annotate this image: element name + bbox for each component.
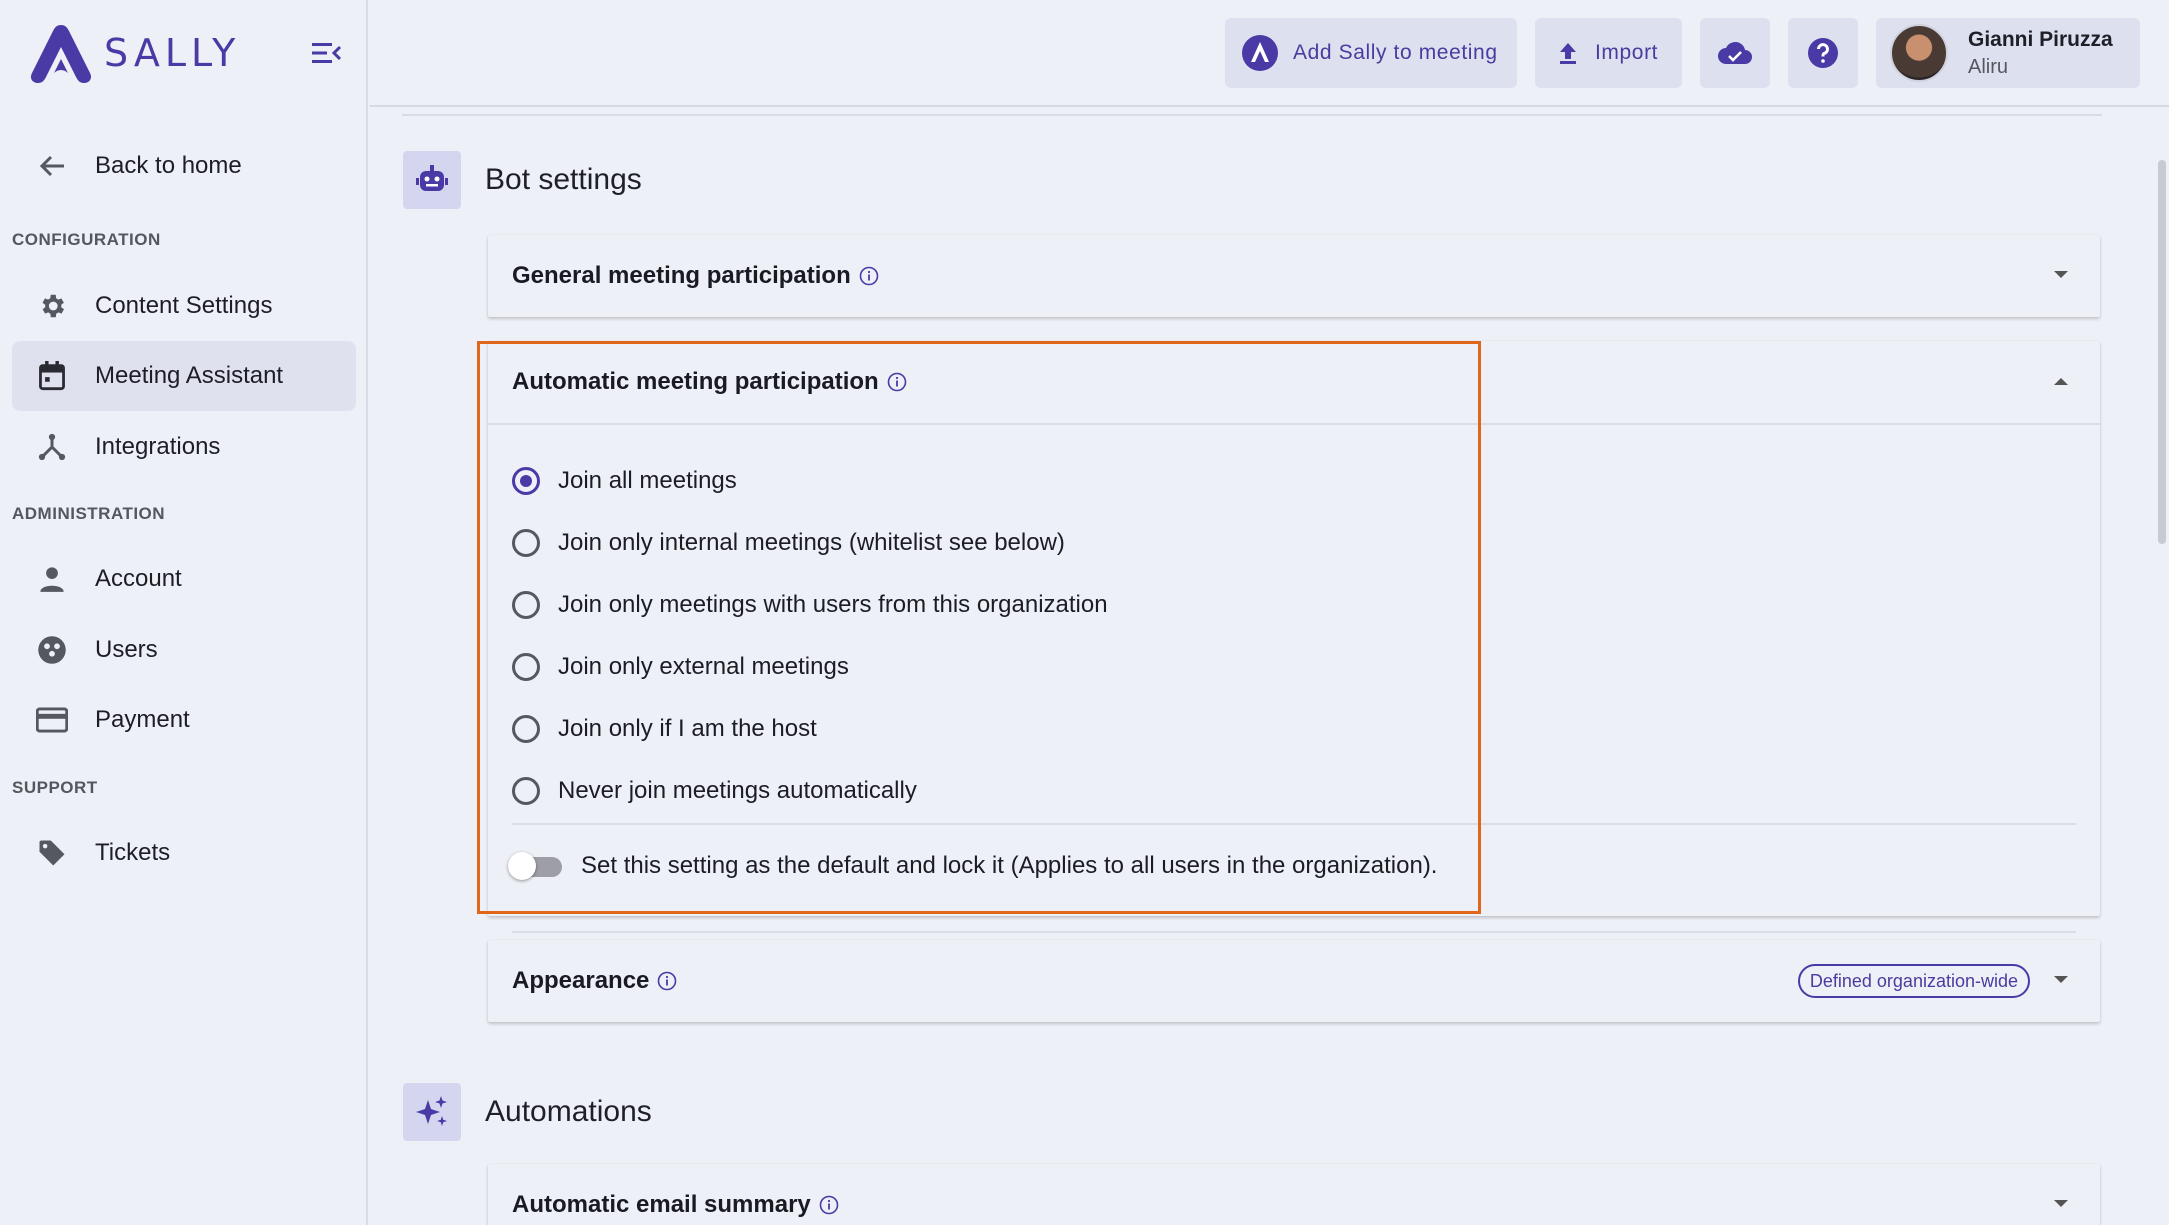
calendar-icon xyxy=(12,361,82,391)
radio-label: Join only internal meetings (whitelist see below) xyxy=(558,529,1065,556)
radio-button[interactable] xyxy=(512,777,540,805)
sidebar-item-label: Meeting Assistant xyxy=(95,362,284,389)
sidebar-item-label: Content Settings xyxy=(95,292,273,319)
sparkles-icon xyxy=(403,1083,461,1141)
sally-logo-icon xyxy=(28,21,94,85)
radio-label: Join only external meetings xyxy=(558,653,849,680)
help-icon xyxy=(1807,37,1839,69)
info-icon[interactable] xyxy=(859,266,879,286)
main-content xyxy=(370,109,2156,1225)
sidebar-item-label: Users xyxy=(95,636,158,663)
credit-card-icon xyxy=(12,707,82,733)
sidebar-item-tickets[interactable] xyxy=(12,818,356,888)
radio-button[interactable] xyxy=(512,529,540,557)
general-participation-header[interactable] xyxy=(488,235,2100,317)
info-icon[interactable] xyxy=(887,372,907,392)
users-icon xyxy=(12,635,82,665)
add-sally-label: Add Sally to meeting xyxy=(1293,41,1498,64)
sidebar-item-users[interactable] xyxy=(12,615,356,685)
automatic-participation-header[interactable] xyxy=(488,341,2100,423)
back-to-home-label: Back to home xyxy=(95,152,242,179)
automations-title: Automations xyxy=(485,1095,652,1128)
radio-join-all[interactable] xyxy=(512,467,737,495)
scrollbar-thumb[interactable] xyxy=(2158,160,2166,544)
add-sally-to-meeting-button[interactable] xyxy=(1225,18,1517,88)
sidebar-item-integrations[interactable] xyxy=(12,412,356,482)
radio-join-external[interactable] xyxy=(512,653,849,681)
sidebar-item-label: Account xyxy=(95,565,182,592)
section-label-configuration: CONFIGURATION xyxy=(12,230,161,249)
import-button[interactable] xyxy=(1535,18,1682,88)
divider xyxy=(402,114,2102,116)
help-button[interactable] xyxy=(1788,18,1858,88)
radio-join-org-users[interactable] xyxy=(512,591,1108,619)
lock-default-toggle[interactable] xyxy=(508,851,564,881)
radio-label: Join only if I am the host xyxy=(558,715,817,742)
avatar xyxy=(1890,24,1948,82)
radio-button[interactable] xyxy=(512,653,540,681)
back-to-home-link[interactable] xyxy=(12,131,356,201)
bot-settings-header xyxy=(403,151,642,209)
bot-settings-title: Bot settings xyxy=(485,163,642,196)
card-title: Automatic meeting participation xyxy=(512,368,879,395)
top-header xyxy=(370,0,2169,107)
sidebar-item-label: Tickets xyxy=(95,839,171,866)
sidebar xyxy=(0,0,368,1225)
cloud-sync-button[interactable] xyxy=(1700,18,1770,88)
chevron-down-icon[interactable] xyxy=(2054,1200,2068,1207)
card-title: Appearance xyxy=(512,967,650,994)
radio-button[interactable] xyxy=(512,467,540,495)
integrations-icon xyxy=(12,432,82,462)
section-label-support: SUPPORT xyxy=(12,778,98,797)
gear-icon xyxy=(12,291,82,321)
divider xyxy=(512,823,2076,825)
info-icon[interactable] xyxy=(657,971,677,991)
user-name: Gianni Piruzza xyxy=(1968,27,2113,51)
radio-join-internal[interactable] xyxy=(512,529,1065,557)
appearance-card xyxy=(488,940,2100,1022)
automations-header xyxy=(403,1083,652,1141)
radio-label: Never join meetings automatically xyxy=(558,777,917,804)
user-organization: Aliru xyxy=(1968,55,2009,78)
lock-default-label: Set this setting as the default and lock it (Applies to all users in the organization). xyxy=(581,852,1438,879)
sidebar-item-meeting-assistant[interactable] xyxy=(12,341,356,411)
tag-icon xyxy=(12,838,82,868)
radio-button[interactable] xyxy=(512,591,540,619)
arrow-left-icon xyxy=(12,154,82,178)
upload-icon xyxy=(1557,41,1579,65)
radio-label: Join all meetings xyxy=(558,467,737,494)
sally-logo-icon xyxy=(1241,34,1279,72)
radio-label: Join only meetings with users from this organization xyxy=(558,591,1108,618)
general-participation-card xyxy=(488,235,2100,317)
collapse-sidebar-button[interactable] xyxy=(306,34,348,72)
user-info xyxy=(1968,28,2113,79)
sidebar-item-label: Payment xyxy=(95,706,190,733)
brand-logo[interactable] xyxy=(28,20,240,86)
radio-button[interactable] xyxy=(512,715,540,743)
chevron-up-icon[interactable] xyxy=(2054,378,2068,385)
email-summary-header[interactable] xyxy=(488,1164,2100,1225)
divider xyxy=(512,931,2076,933)
user-menu-button[interactable] xyxy=(1876,18,2140,88)
organization-wide-badge: Defined organization-wide xyxy=(1798,964,2030,998)
sidebar-item-label: Integrations xyxy=(95,433,221,460)
chevron-down-icon[interactable] xyxy=(2054,976,2068,983)
sidebar-item-content-settings[interactable] xyxy=(12,271,356,341)
chevron-down-icon[interactable] xyxy=(2054,271,2068,278)
cloud-done-icon xyxy=(1717,40,1753,66)
sidebar-item-account[interactable] xyxy=(12,544,356,614)
email-summary-card xyxy=(488,1164,2100,1225)
info-icon[interactable] xyxy=(819,1195,839,1215)
appearance-header[interactable] xyxy=(488,940,2100,1022)
card-title: Automatic email summary xyxy=(512,1191,811,1218)
radio-never-join[interactable] xyxy=(512,777,917,805)
brand-name: SALLY xyxy=(104,31,241,75)
radio-join-if-host[interactable] xyxy=(512,715,817,743)
import-label: Import xyxy=(1595,41,1659,64)
section-label-administration: ADMINISTRATION xyxy=(12,504,166,523)
person-icon xyxy=(12,565,82,593)
menu-collapse-icon xyxy=(312,41,342,65)
automatic-participation-card xyxy=(488,341,2100,916)
card-title: General meeting participation xyxy=(512,262,851,289)
sidebar-item-payment[interactable] xyxy=(12,685,356,755)
divider xyxy=(488,423,2100,425)
robot-icon xyxy=(403,151,461,209)
